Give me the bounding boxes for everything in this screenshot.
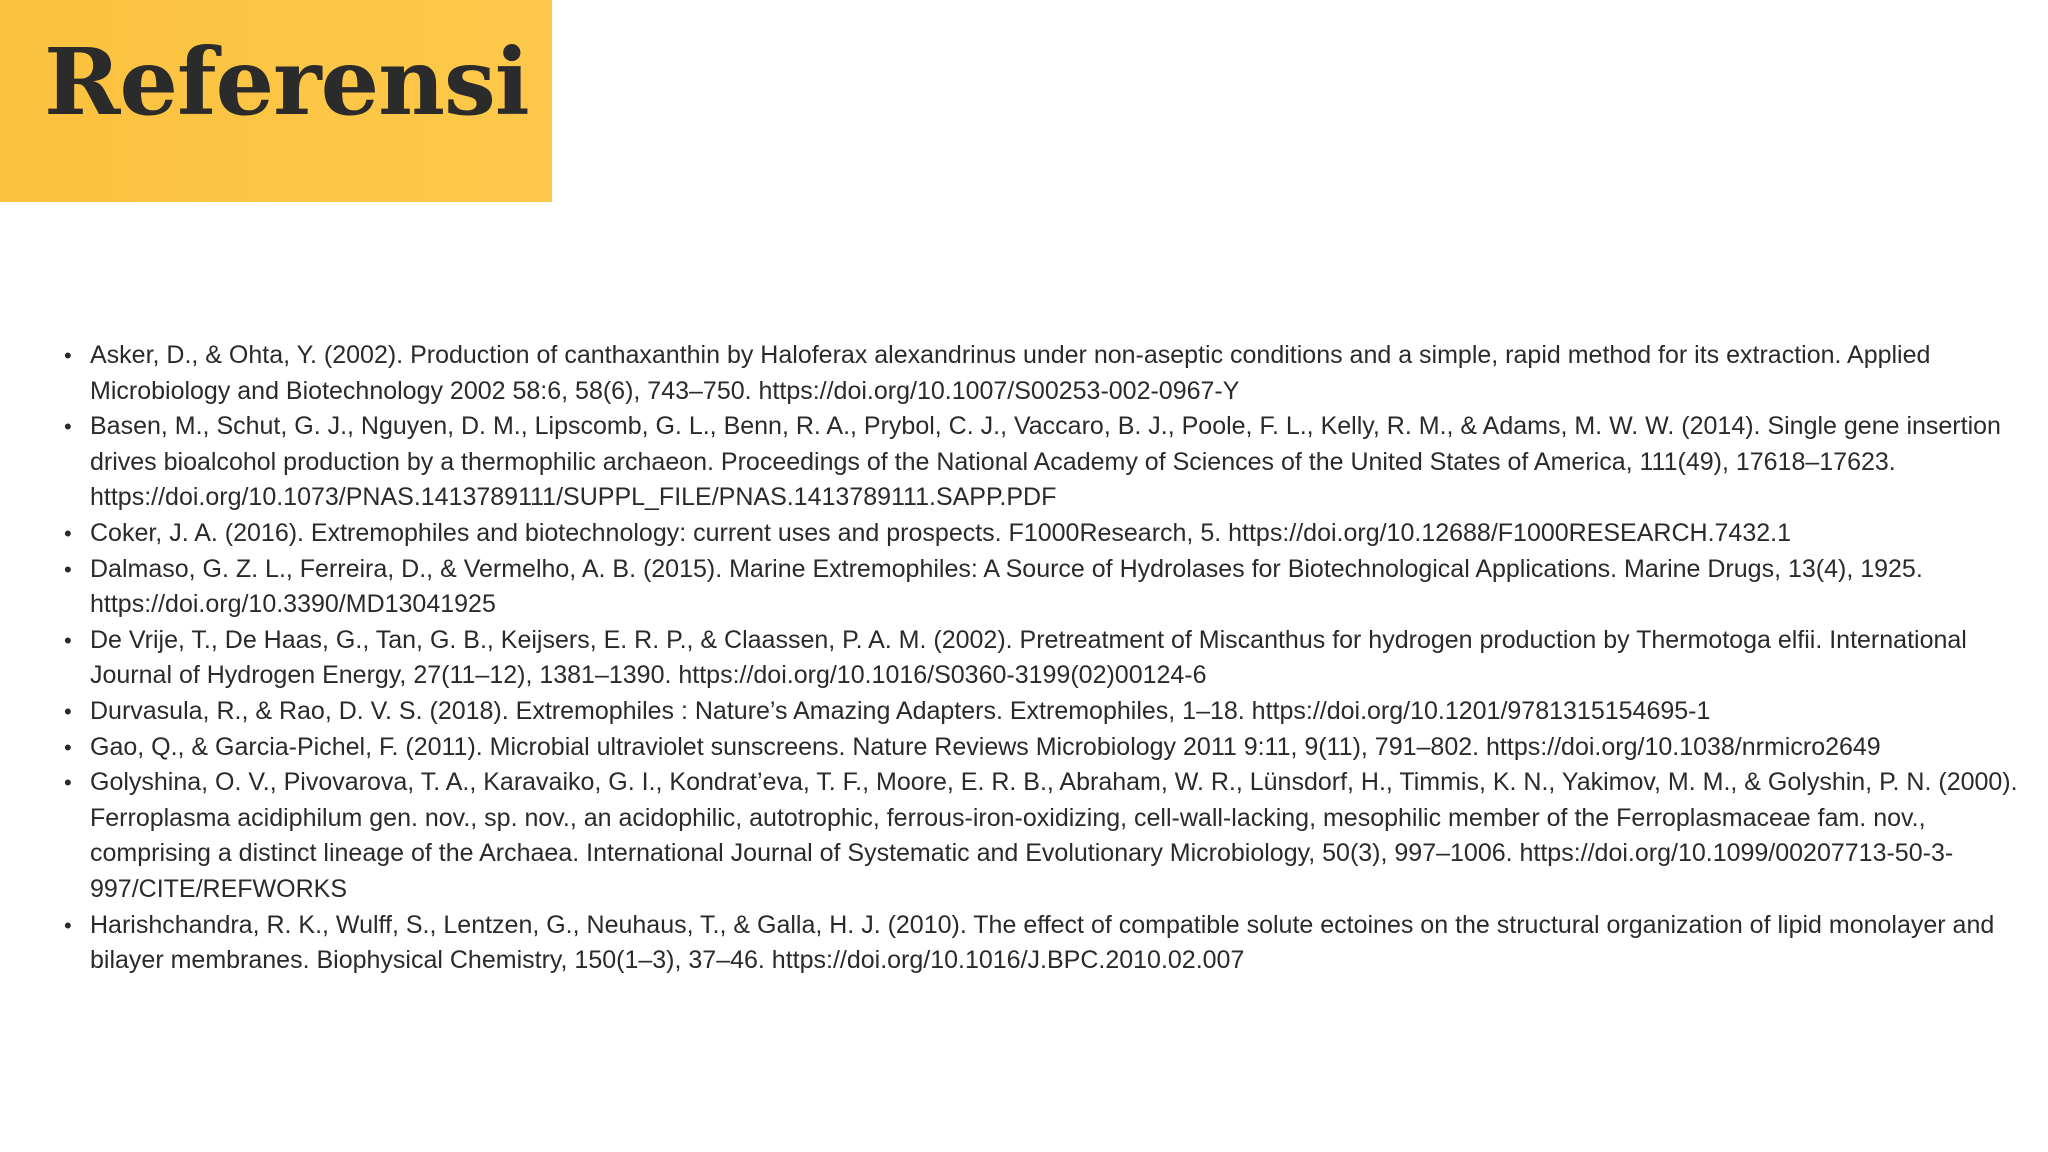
reference-item: • Basen, M., Schut, G. J., Nguyen, D. M., Lipscomb, G. L., Benn, R. A., Prybol, C. J., Vaccaro, B. J., Poole, F. L., Kelly, R. M., & Adams, M. W. W. (2014). Single gene insertion drives bioalcohol production by a thermophilic archaeon. Proceedings of the National Academy of Sciences of the United States of America, 111(49), 17618–17623. https://doi.org/10.1073/PNAS.1413789111/SUPPL_FILE/PNAS.1413789111.SAPP.PDF bbox=[90, 409, 2020, 516]
title-banner bbox=[0, 0, 552, 202]
reference-item: • Asker, D., & Ohta, Y. (2002). Production of canthaxanthin by Haloferax alexandrinus under non-aseptic conditions and a simple, rapid method for its extraction. Applied Microbiology and Biotechnology 2002 58:6, 58(6), 743–750. https://doi.org/10.1007/S00253-002-0967-Y bbox=[90, 338, 2020, 409]
reference-item: • Golyshina, O. V., Pivovarova, T. A., Karavaiko, G. I., Kondrat’eva, T. F., Moore, E. R. B., Abraham, W. R., Lünsdorf, H., Timmis, K. N., Yakimov, M. M., & Golyshin, P. N. (2000). Ferroplasma acidiphilum gen. nov., sp. nov., an acidophilic, autotrophic, ferrous-iron-oxidizing, cell-wall-lacking, mesophilic member of the Ferroplasmaceae fam. nov., comprising a distinct lineage of the Archaea. International Journal of Systematic and Evolutionary Microbiology, 50(3), 997–1006. https://doi.org/10.1099/00207713-50-3-997/CITE/REFWORKS bbox=[90, 765, 2020, 907]
reference-list bbox=[62, 338, 2020, 979]
reference-item: • Gao, Q., & Garcia-Pichel, F. (2011). Microbial ultraviolet sunscreens. Nature Reviews Microbiology 2011 9:11, 9(11), 791–802. https://doi.org/10.1038/nrmicro2649 bbox=[90, 730, 2020, 766]
reference-item: • Harishchandra, R. K., Wulff, S., Lentzen, G., Neuhaus, T., & Galla, H. J. (2010). The effect of compatible solute ectoines on the structural organization of lipid monolayer and bilayer membranes. Biophysical Chemistry, 150(1–3), 37–46. https://doi.org/10.1016/J.BPC.2010.02.007 bbox=[90, 908, 2020, 979]
reference-item: • Durvasula, R., & Rao, D. V. S. (2018). Extremophiles : Nature’s Amazing Adapters. Extremophiles, 1–18. https://doi.org/10.1201/9781315154695-1 bbox=[90, 694, 2020, 730]
reference-item: • Coker, J. A. (2016). Extremophiles and biotechnology: current uses and prospects. F1000Research, 5. https://doi.org/10.12688/F1000RESEARCH.7432.1 bbox=[90, 516, 2020, 552]
reference-item: • De Vrije, T., De Haas, G., Tan, G. B., Keijsers, E. R. P., & Claassen, P. A. M. (2002). Pretreatment of Miscanthus for hydrogen production by Thermotoga elfii. International Journal of Hydrogen Energy, 27(11–12), 1381–1390. https://doi.org/10.1016/S0360-3199(02)00124-6 bbox=[90, 623, 2020, 694]
slide-title: Referensi bbox=[44, 28, 529, 136]
reference-item: • Dalmaso, G. Z. L., Ferreira, D., & Vermelho, A. B. (2015). Marine Extremophiles: A Source of Hydrolases for Biotechnological Applications. Marine Drugs, 13(4), 1925. https://doi.org/10.3390/MD13041925 bbox=[90, 552, 2020, 623]
